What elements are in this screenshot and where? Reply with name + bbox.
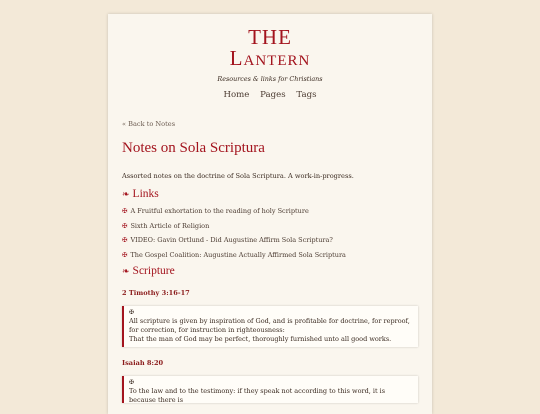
site-title-the[interactable]: THE xyxy=(248,25,292,49)
list-item[interactable] xyxy=(122,251,418,259)
cross-icon: ✠ xyxy=(122,250,128,259)
page-title: Notes on Sola Scriptura xyxy=(122,140,265,156)
scripture-heading xyxy=(122,265,418,277)
main-nav xyxy=(108,90,432,100)
scripture-quote xyxy=(122,306,418,347)
scripture-quote xyxy=(122,376,418,403)
link-text[interactable]: A Fruitful exhortation to the reading of holy Scripture xyxy=(130,207,309,215)
link-text[interactable]: The Gospel Coalition: Augustine Actually Affirmed Sola Scriptura xyxy=(130,250,346,259)
cross-icon: ✠ xyxy=(122,236,128,244)
cross-icon: ✠ xyxy=(122,207,128,215)
site-title-lantern[interactable]: Lantern xyxy=(229,46,311,70)
link-text[interactable]: Sixth Article of Religion xyxy=(130,221,210,230)
nav-pages[interactable]: Pages xyxy=(260,90,286,100)
cross-icon: ✠ xyxy=(129,309,135,316)
scripture-reference: 2 Timothy 3:16-17 xyxy=(122,289,190,297)
quote-text-continued: That the man of God may be perfect, thoroughly furnished unto all good works. xyxy=(129,334,392,343)
page-card xyxy=(108,14,432,414)
links-heading xyxy=(122,188,418,200)
main-content xyxy=(108,120,432,403)
list-item[interactable] xyxy=(122,222,418,230)
links-list xyxy=(122,207,418,259)
nav-tags[interactable]: Tags xyxy=(296,90,317,100)
quote-text: To the law and to the testimony: if they speak not according to this word, it is because there is xyxy=(129,387,386,404)
list-item[interactable] xyxy=(122,236,418,244)
fleuron-icon: ❧ xyxy=(122,189,130,199)
scripture-heading-label: Scripture xyxy=(132,265,175,277)
link-text[interactable]: VIDEO: Gavin Ortlund - Did Augustine Affirm Sola Scriptura? xyxy=(130,236,333,244)
list-item[interactable] xyxy=(122,207,418,215)
links-heading-label: Links xyxy=(132,188,159,200)
fleuron-icon: ❧ xyxy=(122,266,130,276)
nav-home[interactable]: Home xyxy=(223,90,250,100)
cross-icon: ✠ xyxy=(122,221,128,230)
site-tagline: Resources & links for Christians xyxy=(217,75,323,83)
scripture-reference: Isaiah 8:20 xyxy=(122,359,164,368)
quote-text: All scripture is given by inspiration of God, and is profitable for doctrine, for reproof, for correction, for instruction in righteousness: xyxy=(129,317,410,334)
cross-icon: ✠ xyxy=(129,379,135,387)
back-to-notes-link[interactable]: « Back to Notes xyxy=(122,120,176,128)
intro-text: Assorted notes on the doctrine of Sola Scriptura. A work-in-progress. xyxy=(122,172,354,180)
